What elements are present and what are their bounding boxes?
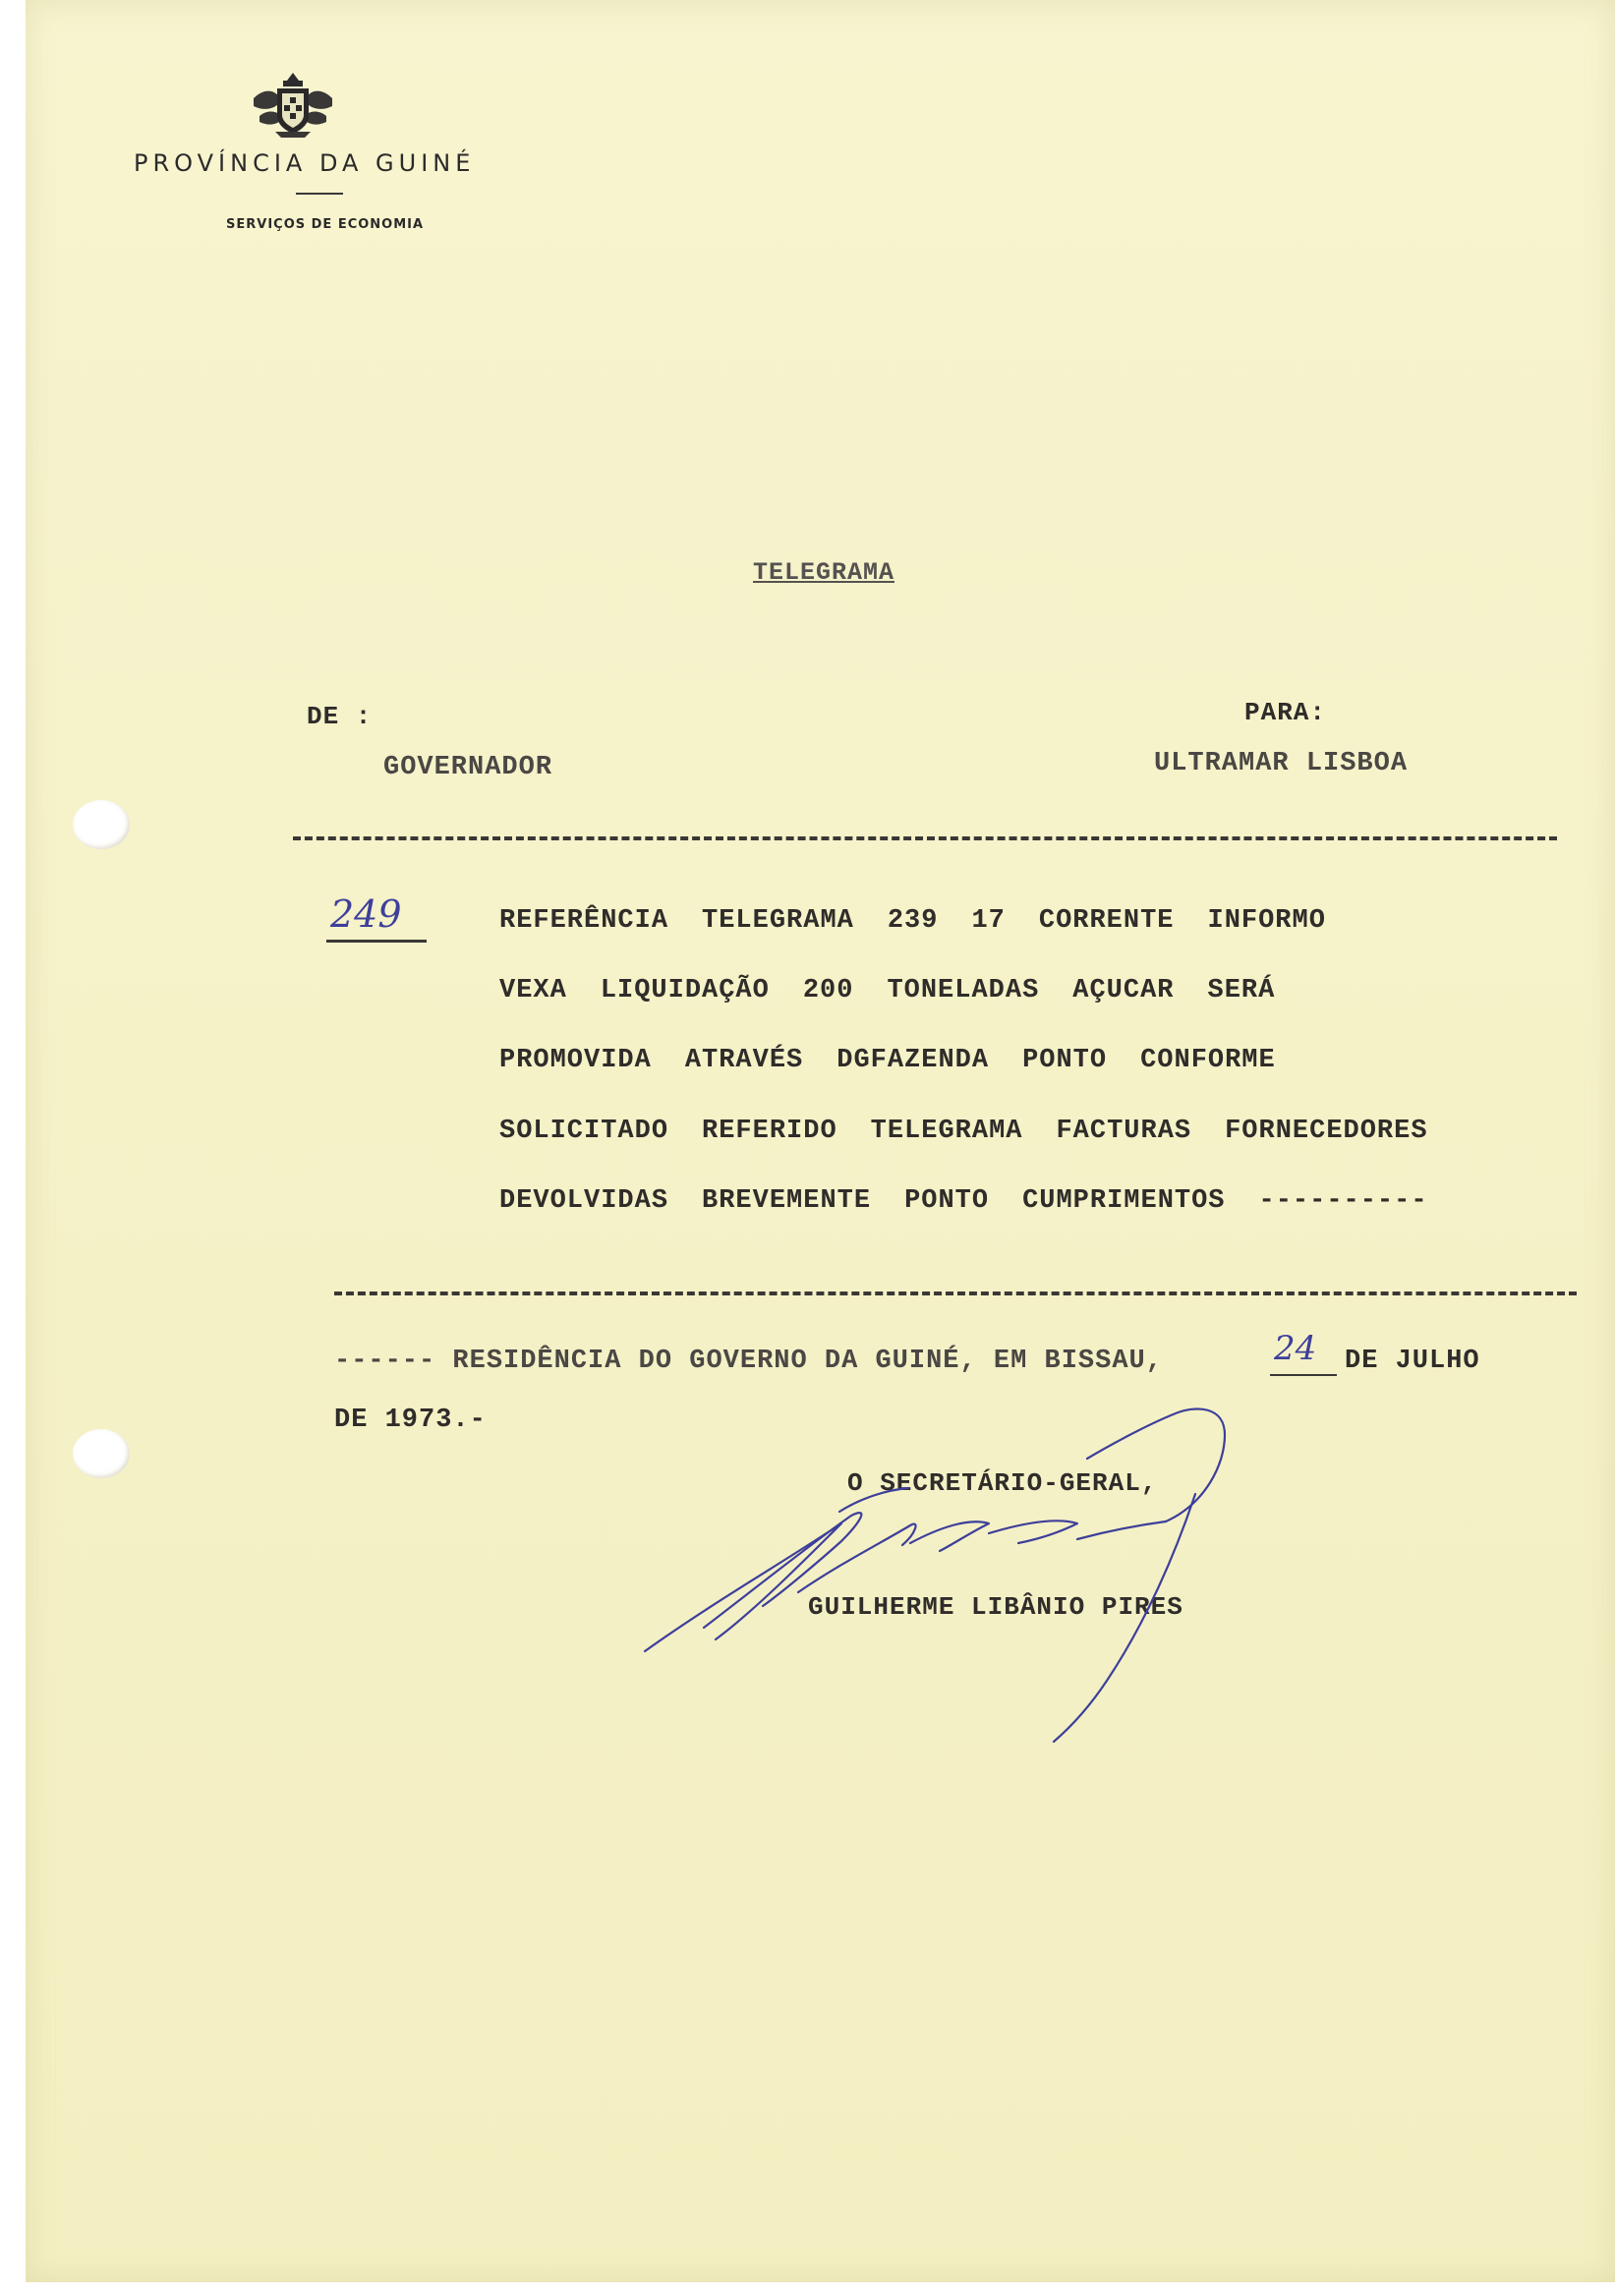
message-word: ---------- (1258, 1186, 1428, 1216)
message-line (499, 1117, 1462, 1146)
message-word: 200 (802, 976, 854, 1005)
message-word: 17 (971, 906, 1006, 936)
message-word: AÇUCAR (1072, 976, 1175, 1005)
date-year-line: DE 1973.- (334, 1406, 487, 1435)
message-word: LIQUIDAÇÃO (600, 976, 770, 1005)
handwritten-reference-number: 249 (330, 892, 402, 936)
message-word: REFERIDO (702, 1117, 837, 1146)
month-text: DE JULHO (1345, 1347, 1480, 1376)
service-subheading: SERVIÇOS DE ECONOMIA (226, 217, 425, 232)
message-word: DEVOLVIDAS (499, 1186, 669, 1216)
message-word: SOLICITADO (499, 1117, 669, 1146)
handwritten-signature (596, 1396, 1303, 1750)
message-word: PONTO (904, 1186, 990, 1216)
to-value: ULTRAMAR LISBOA (1154, 749, 1409, 778)
signatory-title: O SECRETÁRIO-GERAL, (847, 1468, 1158, 1498)
dashed-rule-top (293, 836, 1557, 840)
message-word: SERÁ (1207, 976, 1276, 1005)
message-line (499, 1046, 1309, 1075)
coat-of-arms-emblem (248, 69, 338, 140)
message-word: REFERÊNCIA (499, 906, 669, 936)
to-label: PARA: (1244, 698, 1327, 727)
message-word: INFORMO (1207, 906, 1326, 936)
message-line (499, 906, 1359, 936)
message-word: CONFORME (1140, 1046, 1276, 1075)
reference-number-underline (326, 940, 427, 943)
message-word: DGFAZENDA (836, 1046, 990, 1075)
from-value: GOVERNADOR (383, 753, 553, 782)
message-word: 239 (887, 906, 939, 936)
document-title: TELEGRAMA (753, 558, 895, 587)
dashed-rule-bottom (334, 1292, 1577, 1295)
province-heading: PROVÍNCIA DA GUINÉ (134, 149, 476, 177)
message-word: PROMOVIDA (499, 1046, 652, 1075)
message-word: TONELADAS (887, 976, 1040, 1005)
message-word: FORNECEDORES (1225, 1117, 1428, 1146)
message-word: CUMPRIMENTOS (1022, 1186, 1226, 1216)
message-word: FACTURAS (1056, 1117, 1192, 1146)
day-underline (1270, 1374, 1337, 1376)
message-word: CORRENTE (1038, 906, 1175, 936)
header-divider (296, 193, 343, 195)
message-line (499, 976, 1308, 1005)
place-text: ------ RESIDÊNCIA DO GOVERNO DA GUINÉ, EM BISSAU, (334, 1347, 1163, 1376)
message-word: VEXA (499, 976, 567, 1005)
message-word: ATRAVÉS (684, 1046, 804, 1075)
paper-sheet (26, 0, 1615, 2282)
message-word: TELEGRAMA (870, 1117, 1023, 1146)
handwritten-day: 24 (1274, 1329, 1317, 1368)
from-label: DE : (307, 702, 373, 731)
message-word: TELEGRAMA (702, 906, 854, 936)
signatory-name: GUILHERME LIBÂNIO PIRES (808, 1592, 1183, 1622)
message-word: BREVEMENTE (702, 1186, 872, 1216)
punch-hole-bottom (73, 1429, 130, 1478)
message-word: PONTO (1022, 1046, 1108, 1075)
punch-hole-top (73, 800, 130, 849)
message-line (499, 1186, 1462, 1216)
place-date-line (334, 1347, 1163, 1376)
